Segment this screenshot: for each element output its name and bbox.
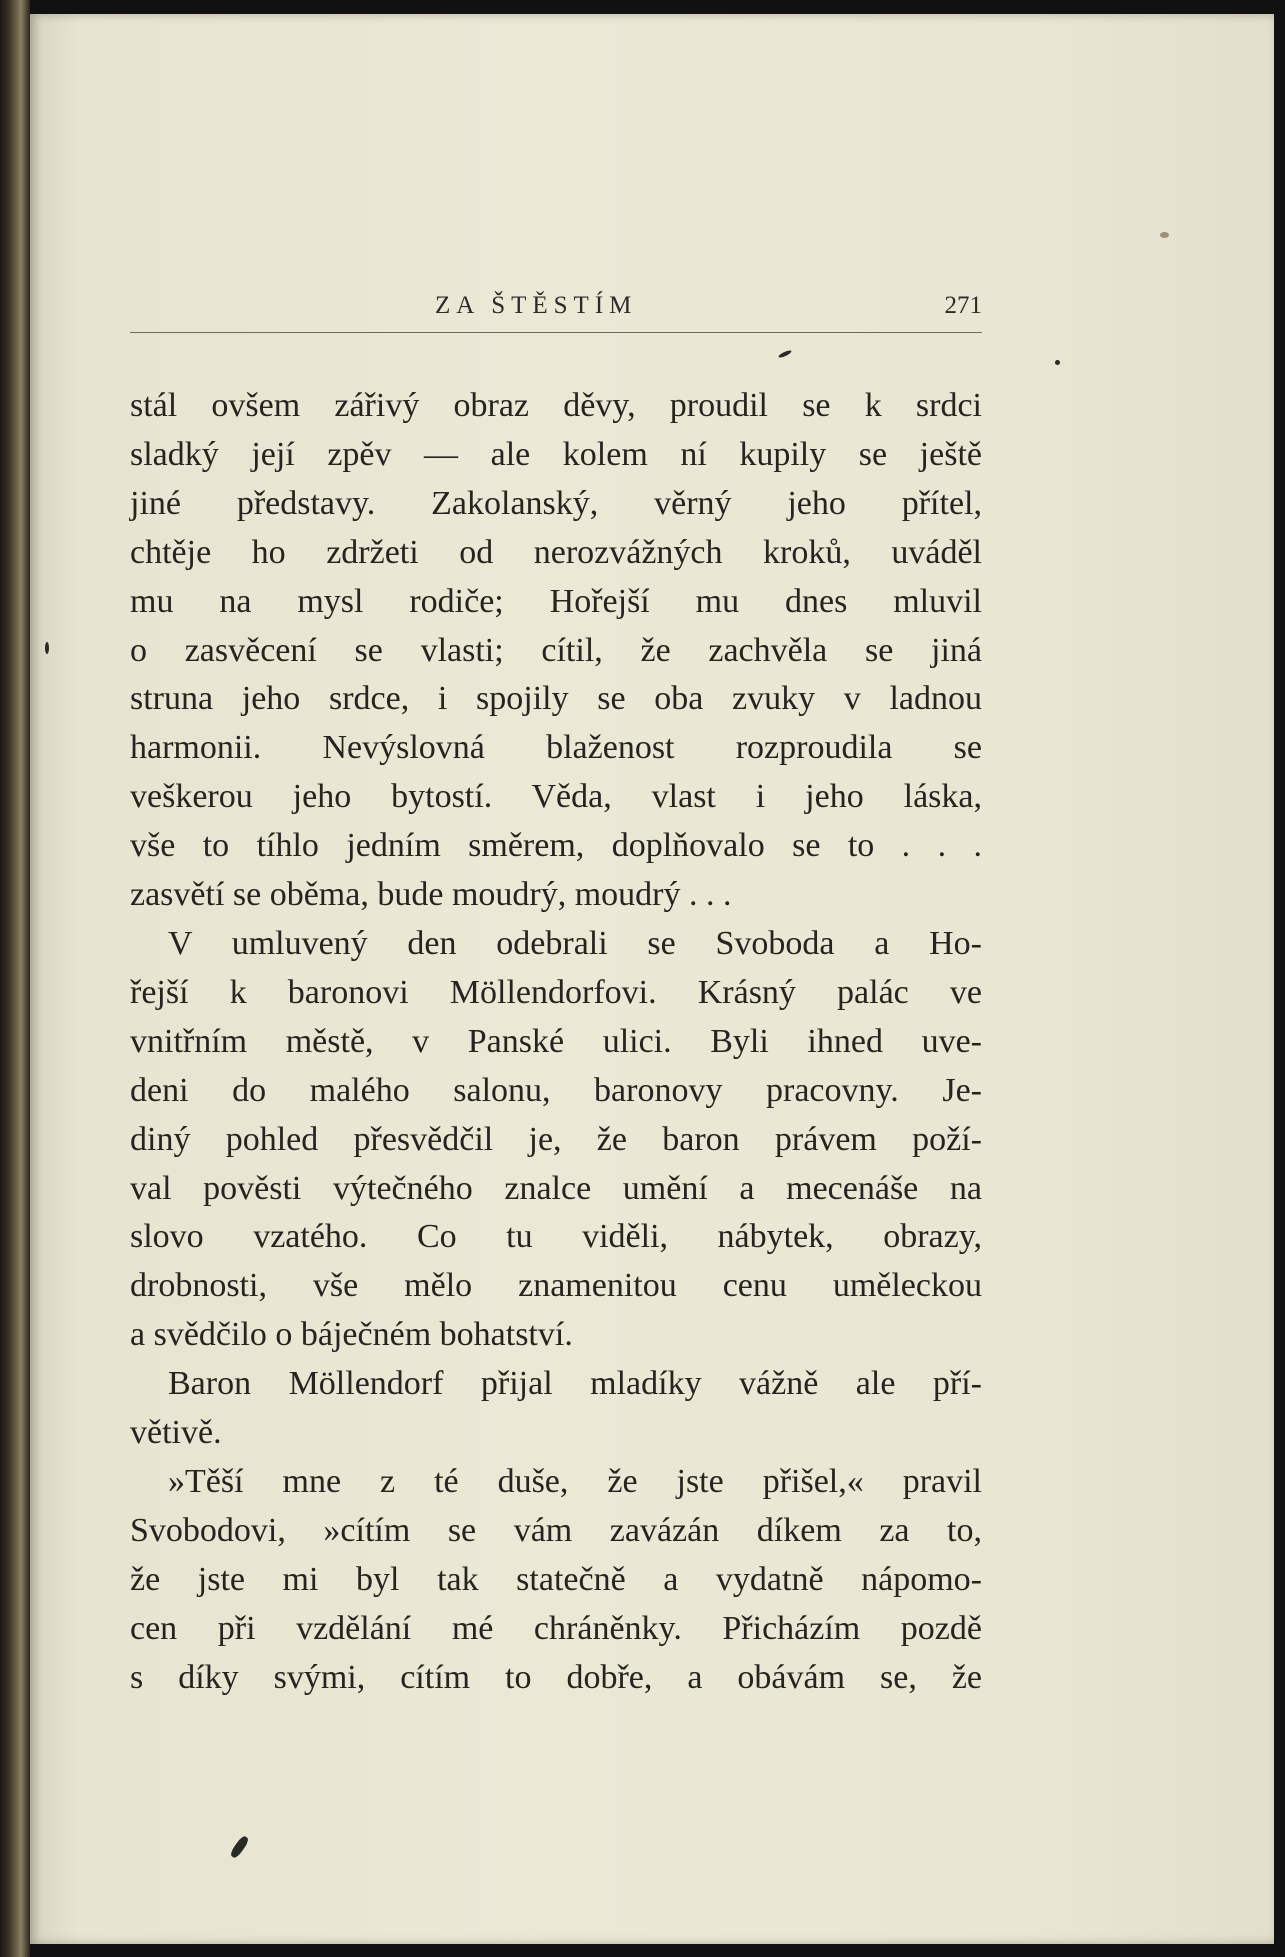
ink-speck (45, 642, 49, 654)
text-line: struna jeho srdce, i spojily se oba zvuky v ladnou (130, 680, 982, 718)
text-line: deni do malého salonu, baronovy pracovny. Je- (130, 1071, 982, 1109)
text-line: cen při vzdělání mé chráněnky. Přicházím pozdě (130, 1609, 982, 1647)
text-line: chtěje ho zdržeti od nerozvážných kroků, uváděl (130, 533, 982, 571)
text-line: veškerou jeho bytostí. Věda, vlast i jeho láska, (130, 778, 982, 816)
text-line: řejší k baronovi Möllendorfovi. Krásný palác ve (130, 973, 982, 1011)
text-line: zasvětí se oběma, bude moudrý, moudrý . . . (130, 876, 732, 914)
text-line: Baron Möllendorf přijal mladíky vážně ale pří- (168, 1365, 982, 1403)
text-line: slovo vzatého. Co tu viděli, nábytek, obrazy, (130, 1218, 982, 1256)
text-line: V umluvený den odebrali se Svoboda a Ho- (168, 924, 982, 962)
chapter-title: ZA ŠTĚSTÍM (435, 292, 638, 319)
text-line: že jste mi byl tak statečně a vydatně nápomo- (130, 1560, 982, 1598)
ink-speck (1160, 232, 1169, 238)
text-line: o zasvěcení se vlasti; cítil, že zachvěla se jiná (130, 631, 982, 669)
text-line: větivě. (130, 1414, 222, 1452)
text-line: harmonii. Nevýslovná blaženost rozproudila se (130, 729, 982, 767)
text-line: drobnosti, vše mělo znamenitou cenu uměleckou (130, 1267, 982, 1305)
text-line: val pověsti výtečného znalce umění a mecenáše na (130, 1169, 982, 1207)
text-line: »Těší mne z té duše, že jste přišel,« pravil (168, 1462, 982, 1500)
text-line: stál ovšem zářivý obraz děvy, proudil se k srdci (130, 387, 982, 424)
text-line: Svobodovi, »cítím se vám zavázán díkem za to, (130, 1511, 982, 1549)
text-line: s díky svými, cítím to dobře, a obávám se, že (130, 1658, 982, 1696)
text-line: mu na mysl rodiče; Hořejší mu dnes mluvil (130, 582, 982, 620)
page-number: 271 (944, 292, 982, 319)
ink-speck (1055, 360, 1060, 365)
text-line: diný pohled přesvědčil je, že baron právem poží- (130, 1120, 982, 1158)
text-line: sladký její zpěv — ale kolem ní kupily se ještě (130, 435, 982, 473)
running-head (130, 288, 982, 333)
text-line: jiné představy. Zakolanský, věrný jeho přítel, (130, 484, 982, 522)
text-line: a svědčilo o báječném bohatství. (130, 1316, 573, 1354)
text-line: vše to tíhlo jedním směrem, doplňovalo se to . . . (130, 827, 982, 865)
body-text (130, 382, 982, 1702)
book-spine-edge (0, 0, 30, 1957)
text-line: vnitřním městě, v Panské ulici. Byli ihned uve- (130, 1022, 982, 1060)
